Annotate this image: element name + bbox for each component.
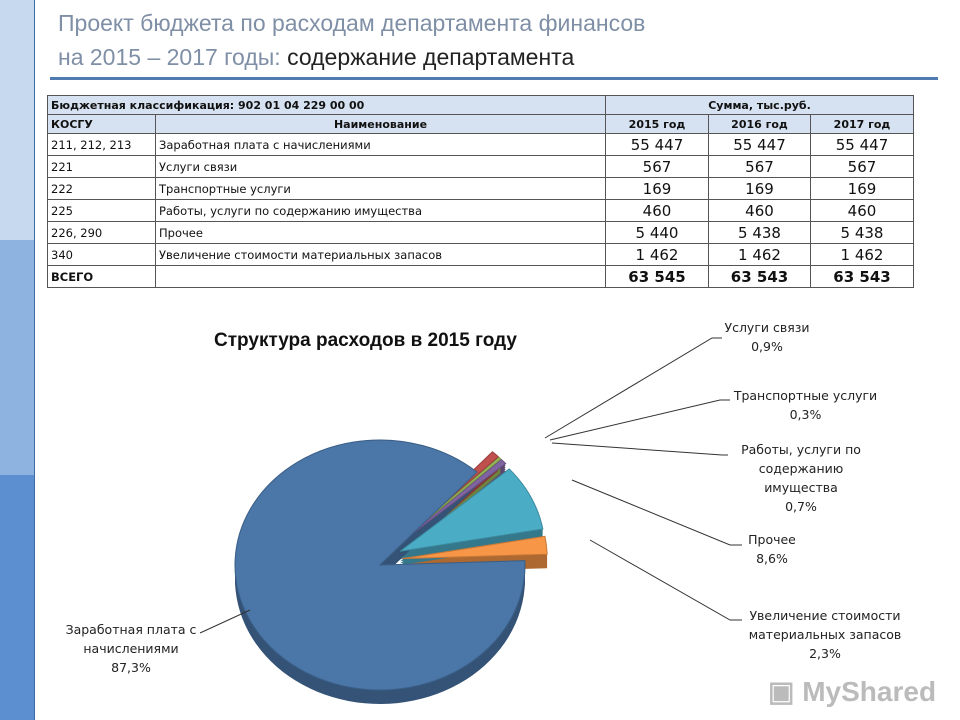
sum-header: Сумма, тыс.руб.: [606, 96, 914, 115]
label-text: Работы, услуги по: [741, 442, 861, 457]
label-transport: [728, 386, 883, 424]
label-percent: 0,7%: [785, 499, 817, 514]
label-property: [726, 440, 876, 516]
watermark-logo: [768, 676, 936, 708]
column-header: 2017 год: [811, 115, 914, 134]
table-cell: 1 462: [606, 244, 709, 266]
column-header: 2015 год: [606, 115, 709, 134]
table-cell: Транспортные услуги: [156, 178, 606, 200]
title-part: на 2015 – 2017 годы:: [58, 44, 288, 70]
label-percent: 2,3%: [809, 646, 841, 661]
label-text: Транспортные услуги: [733, 388, 878, 403]
table-cell: 460: [709, 200, 811, 222]
label-text: Заработная плата с: [65, 622, 197, 637]
table-cell: 567: [811, 156, 914, 178]
table-cell: Заработная плата с начислениями: [156, 134, 606, 156]
table-cell: 169: [709, 178, 811, 200]
label-text: Увеличение стоимости: [749, 608, 901, 623]
table-cell: 221: [48, 156, 156, 178]
title-subject: содержание департамента: [287, 44, 575, 70]
table-cell: 460: [606, 200, 709, 222]
table-cell: 226, 290: [48, 222, 156, 244]
table-cell: 5 438: [811, 222, 914, 244]
label-text: Прочее: [748, 532, 796, 547]
table-cell: Прочее: [156, 222, 606, 244]
table-cell: 567: [709, 156, 811, 178]
table-cell: 55 447: [709, 134, 811, 156]
table-cell: Увеличение стоимости материальных запасов: [156, 244, 606, 266]
table-cell: 340: [48, 244, 156, 266]
column-header: 2016 год: [709, 115, 811, 134]
table-cell: 567: [606, 156, 709, 178]
leader-line: [590, 540, 742, 620]
label-percent: 0,9%: [751, 339, 783, 354]
label-salary: [56, 620, 206, 677]
table-cell: 5 440: [606, 222, 709, 244]
column-header: КОСГУ: [48, 115, 156, 134]
label-text: начислениями: [83, 641, 179, 656]
table-cell: 55 447: [606, 134, 709, 156]
table-cell: Работы, услуги по содержанию имущества: [156, 200, 606, 222]
label-percent: 8,6%: [756, 551, 788, 566]
label-other: [742, 530, 802, 568]
table-cell: 63 543: [811, 266, 914, 288]
table-cell: Услуги связи: [156, 156, 606, 178]
table-cell: 63 543: [709, 266, 811, 288]
title-line-1: Проект бюджета по расходам департамента финансов: [58, 10, 646, 36]
leader-line: [550, 400, 730, 440]
leader-line: [572, 480, 742, 545]
watermark-text: MyShared: [802, 676, 937, 707]
table-cell: 225: [48, 200, 156, 222]
label-communication: [712, 318, 822, 356]
label-percent: 0,3%: [789, 407, 822, 422]
table-cell: 55 447: [811, 134, 914, 156]
table-cell: 1 462: [811, 244, 914, 266]
label-materials: [740, 606, 910, 663]
label-percent: 87,3%: [111, 660, 151, 675]
table-cell: 460: [811, 200, 914, 222]
logo-icon: ▣: [768, 676, 803, 707]
label-text: материальных запасов: [748, 627, 902, 642]
table-cell: 63 545: [606, 266, 709, 288]
table-cell: 169: [606, 178, 709, 200]
classification: Бюджетная классификация: 902 01 04 229 00 00: [48, 96, 606, 115]
leader-line: [552, 443, 728, 455]
column-header: Наименование: [156, 115, 606, 134]
table-cell: 211, 212, 213: [48, 134, 156, 156]
label-text: содержанию: [758, 461, 844, 476]
table-cell: 1 462: [709, 244, 811, 266]
table-cell: 222: [48, 178, 156, 200]
label-text: Услуги связи: [724, 320, 810, 335]
leader-line: [200, 610, 250, 633]
table-cell: ВСЕГО: [48, 266, 156, 288]
table-cell: 5 438: [709, 222, 811, 244]
table-cell: 169: [811, 178, 914, 200]
label-text: имущества: [764, 480, 838, 495]
chart-title: Структура расходов в 2015 году: [214, 330, 517, 351]
leader-line: [545, 338, 722, 438]
